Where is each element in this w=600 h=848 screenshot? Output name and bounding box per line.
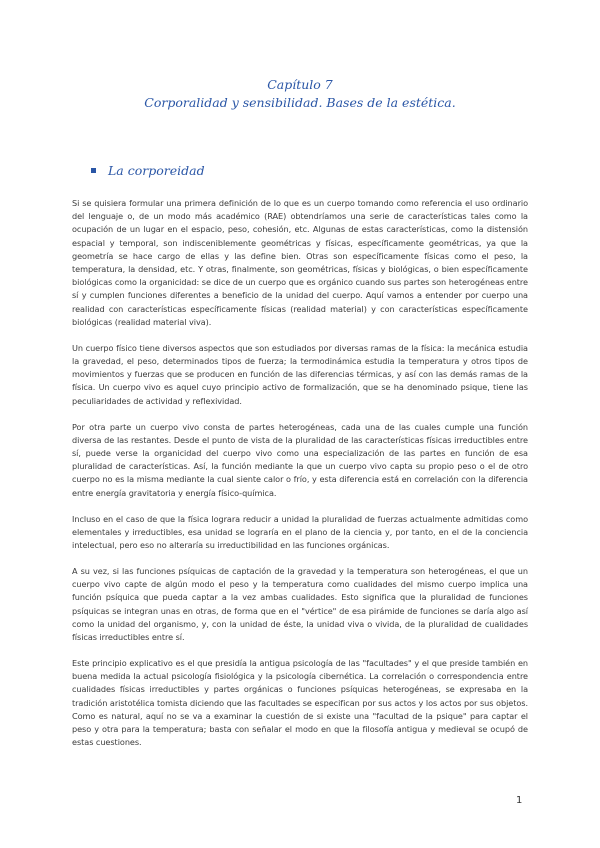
body-text xyxy=(72,197,528,762)
chapter-heading xyxy=(0,76,600,112)
section-heading xyxy=(91,163,205,178)
paragraph: Incluso en el caso de que la física lograra reducir a unidad la pluralidad de fuerzas actualmente admitidas como elementales y irreductibles, esa unidad se lograría en el plano de la ciencia y, por tanto, en el de la conciencia intelectual, pero eso no alteraría su irreductibilidad en las funciones orgánicas. xyxy=(72,513,528,551)
page-number: 1 xyxy=(516,795,523,806)
square-bullet-icon xyxy=(91,168,96,173)
chapter-title: Corporalidad y sensibilidad. Bases de la estética. xyxy=(144,95,456,110)
chapter-number: Capítulo 7 xyxy=(267,77,333,92)
paragraph: Un cuerpo físico tiene diversos aspectos que son estudiados por diversas ramas de la física: la mecánica estudia la gravedad, el peso, determinados tipos de fuerza; la termodinámica estudia la temperatura y otros tipos de movimientos y fuerzas que se producen en función de las diferencias térmicas, y así con las demás ramas de la física. Un cuerpo vivo es aquel cuyo principio activo de formalización, que se ha denominado psique, tiene las peculiaridades de actividad y reflexividad. xyxy=(72,342,528,406)
paragraph: Por otra parte un cuerpo vivo consta de partes heterogéneas, cada una de las cuales cumple una función diversa de las restantes. Desde el punto de vista de la pluralidad de las características físicas irreductibles entre sí, puede verse la organicidad del cuerpo vivo como una especialización de las partes en función de esa pluralidad de características. Así, la función mediante la que un cuerpo vivo capta su propio peso o el de otro cuerpo no es la misma mediante la cual siente calor o frío, y esta diferencia está en correlación con la diferencia entre energía gravitatoria y energía físico-química. xyxy=(72,421,528,498)
section-title: La corporeidad xyxy=(108,163,205,178)
paragraph: Este principio explicativo es el que presidía la antigua psicología de las "facultades" y el que preside también en buena medida la actual psicología fisiológica y la psicología cibernética. La correlación o correspondencia entre cualidades físicas irreductibles y partes orgánicas o funciones psíquicas heterogéneas, se expresaba en la tradición aristotélica tomista diciendo que las facultades se especifican por sus actos y los actos por sus objetos. Como es natural, aquí no se va a examinar la cuestión de si existe una "facultad de la psique" para captar el peso y otra para la temperatura; basta con señalar el modo en que la filosofía antigua y medieval se ocupó de estas cuestiones. xyxy=(72,658,528,748)
paragraph: A su vez, si las funciones psíquicas de captación de la gravedad y la temperatura son heterogéneas, el que un cuerpo vivo capte de algún modo el peso y la temperatura como cualidades del mismo cuerpo implica una función psíquica que pueda captar a la vez ambas cualidades. Esto significa que la pluralidad de funciones psíquicas se integran unas en otras, de forma que en el "vértice" de esa pirámide de funciones se daría algo así como la unidad del organismo, y, con la unidad de éste, la unidad viva o vivida, de la pluralidad de cualidades físicas irreductibles entre sí. xyxy=(72,566,528,643)
paragraph: Si se quisiera formular una primera definición de lo que es un cuerpo tomando como referencia el uso ordinario del lenguaje o, de un modo más académico (RAE) obtendríamos una serie de características tales como la ocupación de un lugar en el espacio, peso, cohesión, etc. Algunas de estas características, como la distensión espacial y temporal, son indisceniblemente geométricas y físicas, específicamente geométricas, ya que la geometría se hace cargo de ellas y las define bien. Otras son específicamente físicas como el peso, la temperatura, la densidad, etc. Y otras, finalmente, son geométricas, físicas y biológicas, o bien específicamente biológicas como la organicidad: se dice de un cuerpo que es orgánico cuando sus partes son heterogéneas entre sí y cumplen funciones diferentes a beneficio de la unidad del cuerpo. Aquí vamos a entender por cuerpo una realidad con características específicamente físicas (realidad material) y con características específicamente biológicas (realidad material viva). xyxy=(72,198,528,327)
